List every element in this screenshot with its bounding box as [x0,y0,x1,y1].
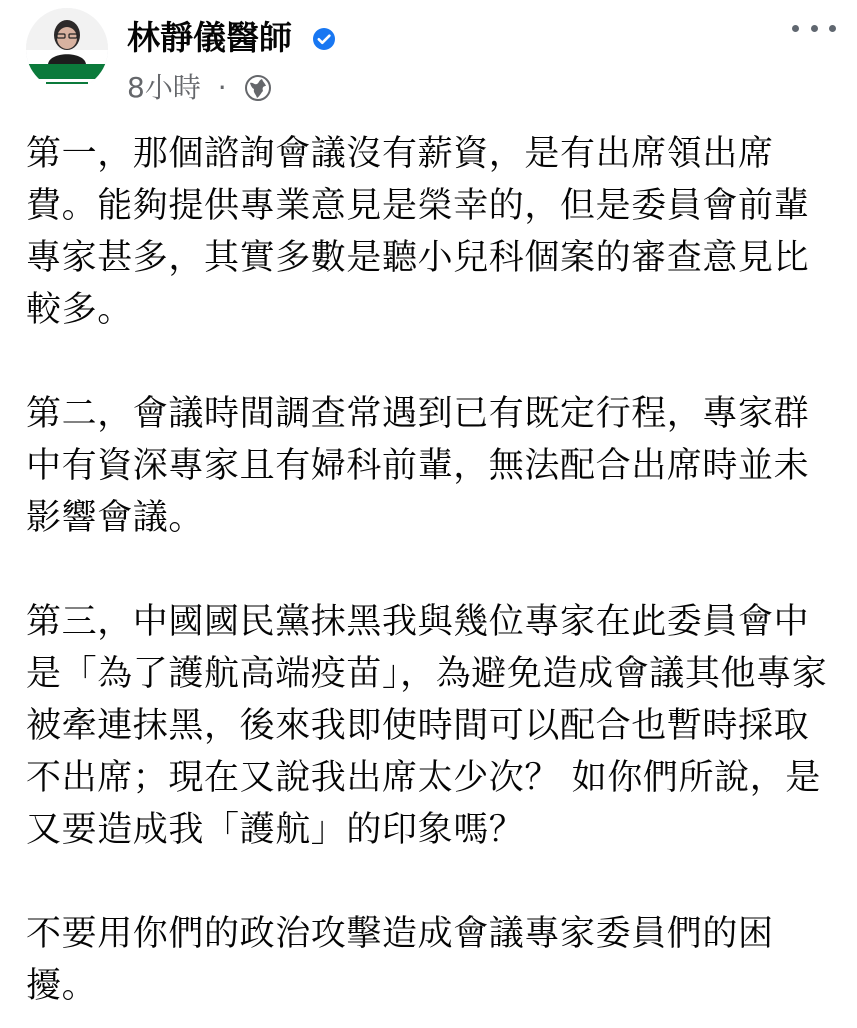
meta-separator: · [217,71,227,104]
more-options-icon [792,25,799,32]
post-content [26,128,831,1012]
author-avatar[interactable] [26,8,108,90]
post-paragraph-4: 不要用你們的政治攻擊造成會議專家委員們的困擾。 [26,914,774,1006]
more-options-icon [829,25,836,32]
post-meta [127,70,272,106]
more-options-button[interactable] [792,14,836,42]
post-time[interactable]: 8小時 [127,71,201,104]
avatar-image [26,8,108,90]
verified-badge-icon [312,27,336,51]
author-name[interactable] [127,16,336,60]
globe-icon[interactable] [244,74,272,102]
post-paragraph-2: 第二，會議時間調查常遇到已有既定行程，專家群中有資深專家且有婦科前輩，無法配合出席時並未影響會議。 [26,394,810,538]
post-paragraph-1: 第一，那個諮詢會議沒有薪資，是有出席領出席費。能夠提供專業意見是榮幸的，但是委員會前輩專家甚多，其實多數是聽小兒科個案的審查意見比較多。 [26,134,810,330]
author-name-text[interactable]: 林靜儀醫師 [127,18,292,57]
post-paragraph-3: 第三，中國國民黨抹黑我與幾位專家在此委員會中是「為了護航高端疫苗」，為避免造成會議其他專家被牽連抹黑，後來我即使時間可以配合也暫時採取不出席；現在又說我出席太少次？ 如你們所說，是又要造成我「護航」的印象嗎？ [26,602,828,850]
post-header [0,0,857,120]
more-options-icon [811,25,818,32]
